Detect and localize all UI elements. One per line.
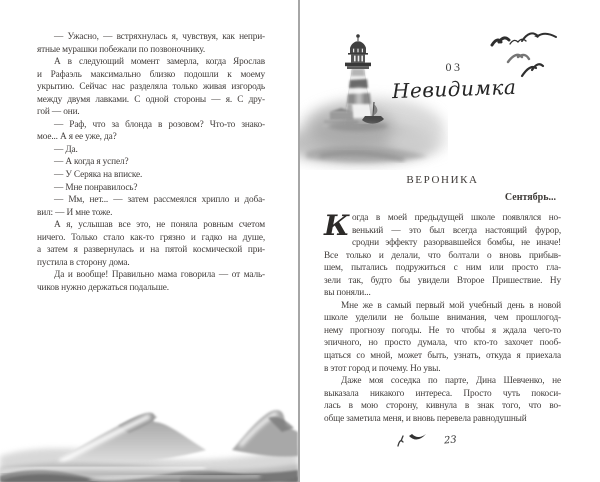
text-line: — Мм, нет... — затем рассмеялся хрипло и доба-: [54, 195, 265, 206]
text-line: эпичного, но просто думала, что кто-то захочет пооб-: [324, 338, 561, 349]
text-line: в этот город и почему. Но увы.: [324, 363, 441, 374]
paragraph: [37, 119, 265, 144]
text-line: — Ужасно, — встряхнулась я, чувствуя, как непри-: [54, 32, 265, 42]
text-line: выказала никакого интереса. Просто чуть покоси-: [324, 388, 561, 399]
left-page-text: [37, 31, 265, 294]
text-line: нему прогнозу погоды. Не то чтобы я ждала чего-то: [324, 325, 561, 336]
text-line: пустила в сторону дома.: [37, 257, 130, 268]
text-line: ничего. Только стало как-то грязно и гадко на душе,: [37, 232, 265, 243]
paragraph: [37, 144, 265, 157]
text-line: зели так, будто бы увидели Второе Пришествие. Ну: [324, 275, 561, 286]
paragraph: [324, 300, 561, 375]
text-line: вы поняли...: [324, 288, 371, 299]
chapter-number: 03: [445, 60, 463, 74]
text-line: Да и вообще! Правильно мама говорила — от маль-: [54, 270, 265, 281]
paragraph: [37, 269, 265, 294]
paragraph: [37, 31, 265, 56]
paragraph: [37, 156, 265, 169]
text-line: лась в мою сторону, кивнула в знак того, что во-: [324, 401, 561, 412]
text-line: А в следующий момент замерла, когда Ярослав: [54, 57, 265, 68]
paragraph: [37, 219, 265, 269]
footer-birds-icon: [392, 431, 436, 451]
right-body-text: [324, 209, 561, 425]
paragraph: [324, 209, 561, 300]
text-line: — Мне понравилось?: [54, 182, 138, 193]
text-line: — У Серяка на вписке.: [54, 170, 143, 181]
drop-cap: К: [324, 209, 350, 242]
text-line: школе уделили не больше внимания, чем прошлогод-: [324, 313, 561, 324]
right-page-text: [324, 174, 561, 425]
pov-heading: ВЕРОНИКА: [406, 174, 479, 186]
paragraph: [37, 56, 265, 119]
text-line: обще заметила меня, и вновь перевела равнодушный: [324, 413, 527, 424]
text-line: вил: — И мне тоже.: [37, 207, 113, 218]
text-line: — Да.: [54, 144, 78, 155]
paragraph: [37, 194, 265, 219]
text-line: укрытию. Сейчас нас разделяла только живая изгородь: [37, 82, 265, 93]
text-line: а затем я развернулась и на пятой космической при-: [37, 245, 265, 256]
text-line: чиков нужно держаться подальше.: [37, 282, 169, 293]
text-line: мое... А я ее уже, да?: [37, 132, 117, 143]
text-line: щаться со мной, может быть, узнать, откуда я приехала: [324, 351, 561, 362]
sea-waves-illustration: [0, 398, 298, 482]
text-line: гой — они.: [37, 107, 80, 118]
text-line: сродни эффекту разорвавшейся бомбы, не иначе!: [352, 238, 561, 249]
text-line: А я, услышав все это, не поняла ровным счетом: [54, 220, 265, 231]
paragraph: [324, 375, 561, 425]
text-line: Мне же в самый первый мой учебный день в новой: [341, 300, 561, 311]
text-line: — А когда я успел?: [54, 157, 129, 168]
page-number: 23: [443, 434, 458, 447]
text-line: и Рафаэль максимально близко подошли к моему: [37, 69, 265, 80]
paragraph: [37, 182, 265, 195]
seagull-flock-icon: [486, 24, 576, 86]
text-line: Все только и делали, что болтали о вновь прибыв-: [324, 250, 561, 261]
text-line: — Раф, что за блонда в розовом? Что-то знако-: [54, 119, 265, 130]
text-line: огда в моей предыдущей школе появлялся но-: [352, 213, 561, 223]
text-line: ятные мурашки побежали по позвоночнику.: [37, 44, 206, 55]
text-line: венький — это был всегда настоящий фурор,: [352, 225, 561, 236]
paragraph: [37, 169, 265, 182]
text-line: между двумя лавками. С одной стороны — я. С дру-: [37, 94, 265, 105]
text-line: шем, пытались подружиться с ним или просто гла-: [324, 263, 561, 274]
text-line: Даже моя соседка по парте, Дина Шевченко, не: [341, 376, 561, 387]
date-heading: Сентябрь...: [504, 192, 556, 203]
chapter-title: Невидимка: [391, 74, 517, 104]
